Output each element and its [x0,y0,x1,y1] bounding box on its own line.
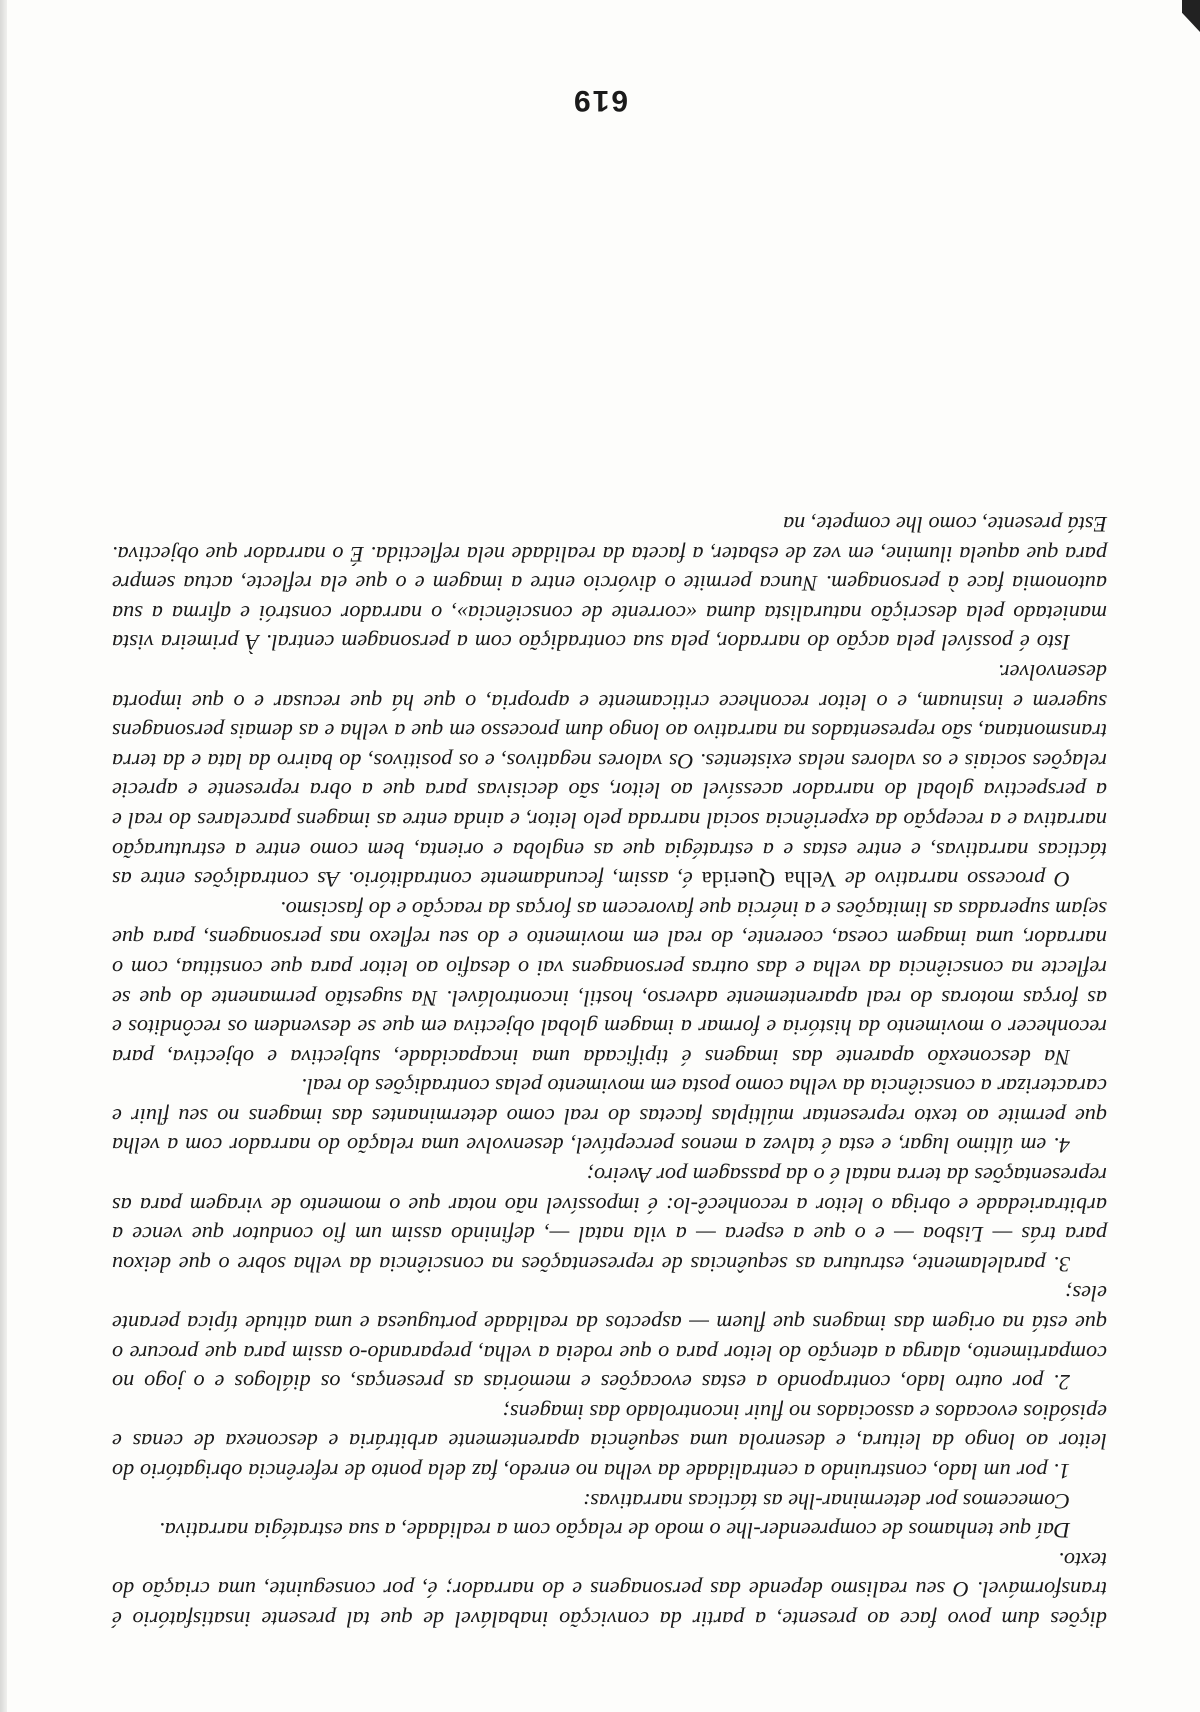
paragraph-text: Isto é possível pela acção do narrador, pela sua contradição com a personagem central. À primeira vista manietado pela descrição naturalista duma «corrente de consciência», o narrador constrói e afirma a sua autonomia face à personagem. Nunca permite o divórcio entre a imagem e o que ela reflecte, actua sempre para que aquela ilumine, em vez de esbater, a faceta da realidade nela reflectida. É o narrador que objectiva. Está presente, como lhe compete, na [112,512,1107,656]
page-number: 619 [571,84,629,117]
paragraph-text: 3. paralelamente, estrutura as sequências de representações na consciência da velha sobre o que deixou para trás — Lisboa — e o que a espera — a vila natal —, definindo assim um fio condutor que vence a arbitrariedade e obriga o leitor a reconhecê-lo: é impossível não notar que o momento de viragem para as representações da terra natal é o da passagem por Aveiro; [112,1163,1107,1277]
paragraph [112,1486,1107,1516]
paragraph-text: é, assim, fecundamente contraditório. As contradições entre as tácticas narrativas, e entre estas e a estratégia que as engloba e orienta, bem como entre a estruturação narrativa e a recepção da experiência social narrada pelo leitor, e ainda entre as imagens parcelares do real e a perspectiva global do narrador acessível ao leitor, são decisivas para que a obra represente e aprecie relações sociais e os valores nelas existentes. Os valores negativos, e os positivos, do bairro da lata e da terra transmontana, são representados na narrativo ao longo dum processo em que a velha e as demais personagens sugerem e insinuam, e o leitor reconhece criticamente e apropria, o que há que recusar e o que importa desenvolver. [112,660,1107,893]
paragraph [112,1545,1107,1634]
paragraph-text: dições dum povo face ao presente, a partir da convicção inabalável de que tal presente insatisfatório é transformável. O seu realismo depende das personagens e do narrador; é, por conseguinte, uma criação do texto. [112,1547,1107,1632]
book-title: Velha Querida [701,867,837,893]
paragraph-text: Daí que tenhamos de compreender-lhe o modo de relação com a realidade, a sua estratégia narrativa. [159,1518,1070,1544]
paragraph-text: Comecemos por determinar-lhe as tácticas narrativas: [583,1488,1070,1514]
paragraph-text: Na desconexão aparente das imagens é tipificada uma incapacidade, subjectiva e objectiva, para reconhecer o movimento da história e formar a imagem global objectiva em que se desvendem os recônditos e as forças motoras do real aparentemente adverso, hostil, incontrolável. Na sugestão permanente do que se reflecte na consciência da velha e das outras personagens vai o desafio ao leitor para que constitua, com o narrador, uma imagem coesa, coerente, do real em movimento e do seu reflexo nas personagens, para que sejam superadas as limitações e a inércia que favorecem as forças da reacção e do fascismo. [112,896,1107,1070]
paragraph-text: 1. por um lado, construindo a centralidade da velha no enredo, faz dela ponto de referência obrigatório do leitor ao longo da leitura, e desenrola uma sequência aparentemente arbitrária e desconexa de cenas e episódios evocados e associados no fluir incontrolado das imagens; [112,1399,1107,1485]
paragraph [112,1279,1107,1397]
paragraph [112,1072,1107,1161]
paragraph [112,1161,1107,1279]
paragraph [112,1397,1107,1486]
scan-corner-mark [1182,0,1200,32]
paragraph-text: O processo narrativo de [836,867,1070,893]
paragraph-text: 4. em último lugar, e esta é talvez a menos perceptível, desenvolve uma relação do narrador com a velha que permite ao texto representar múltiplas facetas do real como determinantes das imagens no seu fluir e caracterizar a consciência da velha como posta em movimento pelas contradições do real. [112,1074,1107,1159]
scan-binding-edge [0,0,7,1712]
body-text [112,509,1107,1634]
paragraph [112,509,1107,657]
paragraph [112,894,1107,1072]
paragraph-text: 2. por outro lado, contrapondo a estas evocações e memórias as presenças, os diálogos e o jogo no compartimento, alarga a atenção do leitor para o que rodeia a velha, preparando-o assim para que procure o que está na origem das imagens que fluem — aspectos da realidade portuguesa e uma atitude típica perante eles; [112,1281,1107,1396]
paragraph [112,1516,1107,1546]
paragraph [112,657,1107,894]
